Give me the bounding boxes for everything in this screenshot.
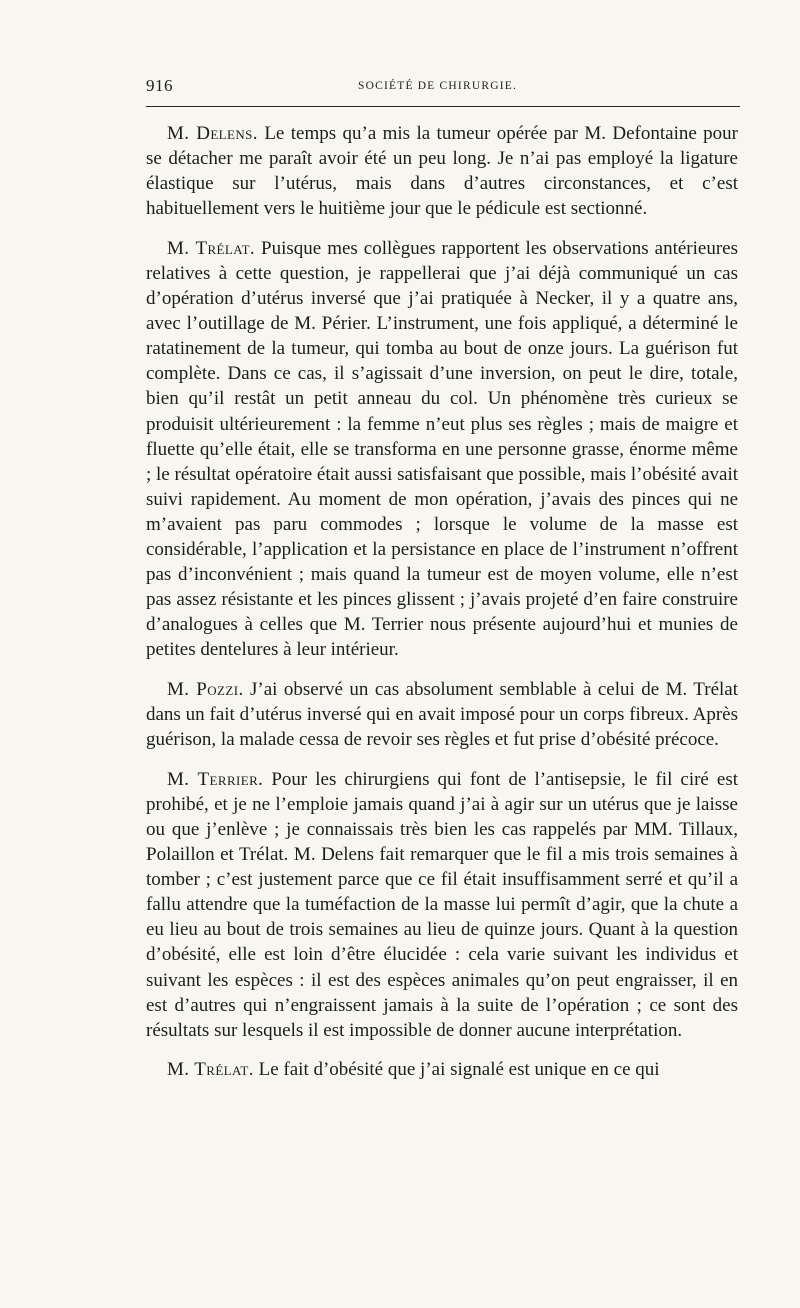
paragraph-trelat xyxy=(146,236,738,663)
header-rule xyxy=(146,106,740,107)
speaker-name: M. Trélat. xyxy=(167,237,256,259)
speaker-name: M. Delens. xyxy=(167,123,258,144)
paragraph-trelat-reply xyxy=(146,1057,738,1082)
paragraph-text: Pour les chirurgiens qui font de l’antisepsie, le fil ciré est prohibé, et je ne l’emploie jamais quand j’ai à agir sur un utérus que je laisse ou que j’enlève ; je connaissais très bien les cas rappelés par MM. Tillaux, Polaillon et Trélat. M. Delens fait remarquer que le fil a mis trois semaines à tomber ; c’est justement parce que ce fil était insuffisamment serré et qu’il a fallu attendre que la tuméfaction de la masse lui permît d’agir, que la chute a eu lieu au bout de trois semaines au lieu de quinze jours. Quant à la question d’obésité, elle est loin d’être élucidée : cela varie suivant les individus et suivant les espèces : il est des espèces animales qu’on peut engraisser, il en est d’autres qui n’engraissent jamais à la suite de l’opération ; ce sont des résultats sur lesquels il est impossible de donner aucune interprétation. xyxy=(146,768,739,1041)
paragraph-text: Le fait d’obésité que j’ai signalé est unique en ce qui xyxy=(253,1059,660,1081)
paragraph-text: Puisque mes collègues rapportent les observations antérieures relatives à cette question, je rappellerai que j’ai déjà communiqué un cas d’opération d’utérus inversé que j’ai pratiquée à Necker, il y a quatre ans, avec l’outillage de M. Périer. L’instrument, une fois appliqué, a déterminé le ratatinement de la tumeur, qui tomba au bout de onze jours. La guérison fut complète. Dans ce cas, il s’agissait d’une inversion, on peut le dire, totale, bien qu’il restât un petit anneau du col. Un phénomène très curieux se produisit ultérieurement : la femme n’eut plus ses règles ; mais de maigre et fluette qu’elle était, elle se transforma en une personne grasse, énorme même ; le résultat opératoire était aussi satisfaisant que possible, mais l’obésité avait suivi rapidement. Au moment de mon opération, j’avais des pinces qui ne m’avaient pas paru commodes ; lorsque le volume de la masse est considérable, l’application et la persistance en place de l’instrument n’offrent pas d’inconvénient ; mais quand la tumeur est de moyen volume, elle n’est pas assez résistante et les pinces glissent ; j’avais projeté d’en faire construire d’analogues à celles que M. Terrier nous présente aujourd’hui et munies de petites dentelures à leur intérieur. xyxy=(146,237,738,661)
page-number: 916 xyxy=(146,76,173,95)
speaker-name: M. Pozzi. xyxy=(167,678,244,700)
speaker-name: M. Trélat. xyxy=(167,1059,254,1081)
paragraph-text: J’ai observé un cas absolument semblable à celui de M. Trélat dans un fait d’utérus inversé qui en avait imposé pour un corps fibreux. Après guérison, la malade cessa de revoir ses règles et fut prise d’obésité précoce. xyxy=(146,678,738,751)
body-text xyxy=(146,121,738,1097)
running-title: SOCIÉTÉ DE CHIRURGIE. xyxy=(358,80,518,92)
running-head xyxy=(146,76,740,98)
paragraph-pozzi xyxy=(146,677,738,752)
paragraph-delens xyxy=(146,121,738,221)
paragraph-terrier xyxy=(146,767,738,1043)
speaker-name: M. Terrier. xyxy=(167,768,264,790)
paragraph-text: Le temps qu’a mis la tumeur opérée par M. Defontaine pour se détacher me paraît avoir été un peu long. Je n’ai pas employé la ligature élastique sur l’utérus, mais dans d’autres circonstances, et c’est habituellement vers le huitième jour que le pédicule est sectionné. xyxy=(146,123,738,220)
